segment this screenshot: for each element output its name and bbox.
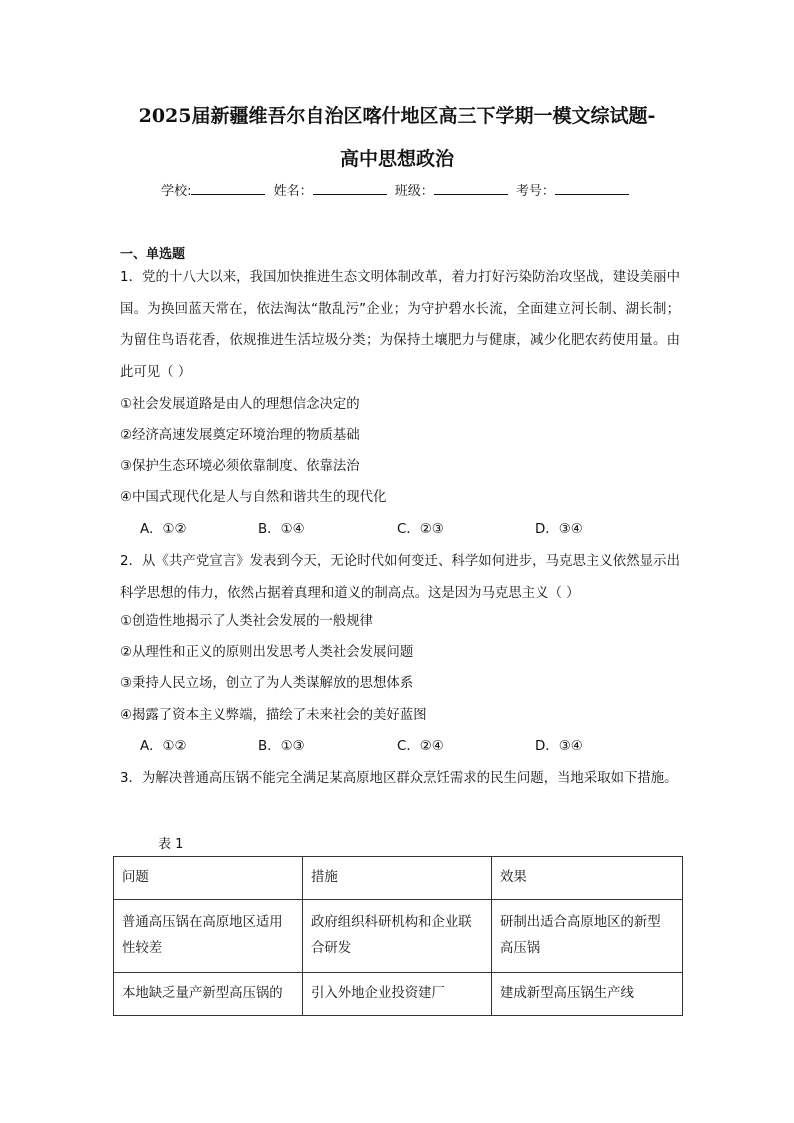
school-label: 学校: [161, 184, 192, 199]
table-header-cell: 措施 [303, 857, 492, 900]
question-1-option-1: ①社会发展道路是由人的理想信念决定的 [120, 397, 360, 412]
table-row [114, 900, 683, 973]
table-header-row [114, 857, 683, 900]
question-2-option-2: ②从理性和正义的原则出发思考人类社会发展问题 [120, 645, 414, 660]
table-header-cell: 问题 [114, 857, 303, 900]
question-2-choice-b[interactable]: B．①③ [258, 739, 305, 754]
class-blank [434, 181, 508, 195]
table-cell: 建成新型高压锅生产线 [492, 973, 683, 1016]
table-cell: 普通高压锅在高原地区适用性较差 [114, 900, 303, 973]
question-2-stem: 2．从《共产党宣言》发表到今天，无论时代如何变迁、科学如何进步，马克思主义依然显示出科学思想的伟力，依然占据着真理和道义的制高点。这是因为马克思主义（ ） [120, 554, 680, 601]
question-2-choice-d[interactable]: D．③④ [535, 739, 583, 754]
question-2-option-3: ③秉持人民立场，创立了为人类谋解放的思想体系 [120, 676, 414, 691]
exam-title-line2: 高中思想政治 [339, 148, 454, 170]
question-2-choice-c[interactable]: C．②④ [397, 739, 444, 754]
table-cell: 政府组织科研机构和企业联合研发 [303, 900, 492, 973]
table-row [114, 973, 683, 1016]
table-cell: 引入外地企业投资建厂 [303, 973, 492, 1016]
question-3-stem: 3．为解决普通高压锅不能完全满足某高原地区群众烹饪需求的民生问题，当地采取如下措施。 [120, 771, 678, 786]
question-2-option-1: ①创造性地揭示了人类社会发展的一般规律 [120, 614, 374, 629]
student-info-line [0, 181, 794, 201]
table-header-cell: 效果 [492, 857, 683, 900]
question-1-option-4: ④中国式现代化是人与自然和谐共生的现代化 [120, 490, 387, 505]
section-heading: 一、单选题 [120, 247, 186, 262]
exam-title-line1: 2025届新疆维吾尔自治区喀什地区高三下学期一模文综试题- [138, 105, 656, 127]
table-cell: 研制出适合高原地区的新型高压锅 [492, 900, 683, 973]
table-cell: 本地缺乏量产新型高压锅的 [114, 973, 303, 1016]
exam-number-blank [555, 181, 629, 195]
question-1-choice-d[interactable]: D．③④ [535, 522, 583, 537]
question-1-choice-b[interactable]: B．①④ [258, 522, 305, 537]
question-2-choice-a[interactable]: A．①② [140, 739, 187, 754]
question-1-choice-a[interactable]: A．①② [140, 522, 187, 537]
name-blank [313, 181, 387, 195]
question-2-option-4: ④揭露了资本主义弊端，描绘了未来社会的美好蓝图 [120, 708, 427, 723]
class-label: 班级： [394, 184, 434, 199]
exam-number-label: 考号： [515, 184, 555, 199]
measures-table [113, 856, 683, 1016]
name-label: 姓名： [273, 184, 313, 199]
school-blank [191, 181, 265, 195]
question-1-option-2: ②经济高速发展奠定环境治理的物质基础 [120, 428, 360, 443]
question-1-choice-c[interactable]: C．②③ [397, 522, 444, 537]
table-caption: 表 1 [158, 837, 184, 852]
question-1-stem: 1．党的十八大以来，我国加快推进生态文明体制改革，着力打好污染防治攻坚战，建设美丽中国。为换回蓝天常在，依法淘汰“散乱污”企业；为守护碧水长流，全面建立河长制、湖长制；为留住鸟语花香，依规推进生活垃圾分类；为保持土壤肥力与健康，减少化肥农药使用量。由此可见（ ） [120, 270, 680, 380]
question-1-option-3: ③保护生态环境必须依靠制度、依靠法治 [120, 459, 360, 474]
